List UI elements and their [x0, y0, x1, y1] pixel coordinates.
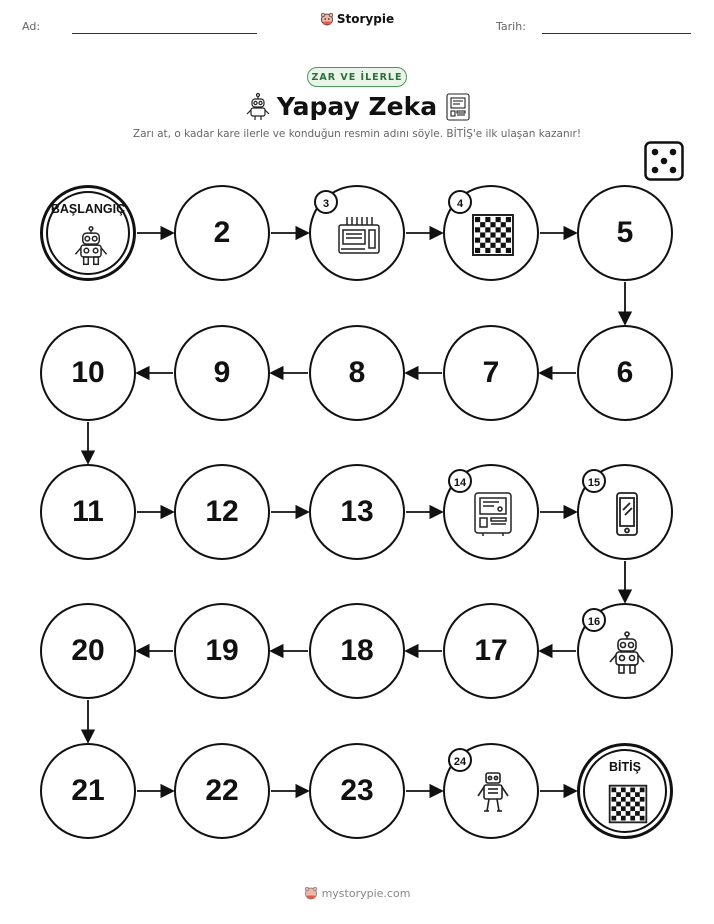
board-space[interactable]: [174, 464, 270, 560]
space-number: 9: [213, 356, 231, 389]
space-number: 11: [72, 495, 104, 528]
circuit-board-icon: [469, 490, 517, 538]
board-space[interactable]: [577, 325, 673, 421]
board-space[interactable]: [443, 603, 539, 699]
computer-machine-icon: [335, 211, 383, 259]
board-space[interactable]: [40, 743, 136, 839]
space-number: 12: [205, 495, 239, 528]
space-number: 17: [474, 634, 508, 667]
board-space[interactable]: [40, 464, 136, 560]
footer: [0, 886, 714, 900]
start-label: BAŞLANGIÇ: [50, 202, 126, 216]
footer-site: mystorypie.com: [321, 887, 411, 900]
page-title: Yapay Zeka: [276, 92, 438, 121]
finish-label: BİTİŞ: [609, 760, 641, 774]
space-number-badge: 14: [448, 469, 472, 493]
space-number-badge: 16: [582, 608, 606, 632]
board-space[interactable]: [309, 464, 405, 560]
space-number: 2: [213, 216, 231, 249]
space-number: 21: [71, 774, 105, 807]
start-space[interactable]: [40, 185, 136, 281]
space-number: 13: [340, 495, 374, 528]
space-number: 23: [340, 774, 374, 807]
board-space[interactable]: [174, 325, 270, 421]
space-number-badge: 24: [448, 748, 472, 772]
board-space[interactable]: [40, 603, 136, 699]
board-space[interactable]: [174, 603, 270, 699]
name-label: Ad:: [22, 20, 41, 33]
board-space[interactable]: [443, 185, 539, 281]
finish-space[interactable]: [577, 743, 673, 839]
small-robot-icon: [469, 769, 517, 817]
space-number: 19: [205, 634, 239, 667]
space-number: 8: [348, 356, 366, 389]
board-space[interactable]: [577, 185, 673, 281]
instructions: Zarı at, o kadar kare ilerle ve konduğun resmin adını söyle. BİTİŞ'e ilk ulaşan kazanır!: [132, 128, 582, 140]
date-label: Tarih:: [496, 20, 526, 33]
space-number: 18: [340, 634, 374, 667]
robot-icon: [69, 224, 113, 268]
chessboard-icon: [469, 211, 517, 259]
space-number: 7: [482, 356, 500, 389]
board-space[interactable]: [309, 325, 405, 421]
board-space[interactable]: [309, 185, 405, 281]
storypie-logo-icon: [304, 886, 318, 900]
brand-name: Storypie: [336, 12, 395, 26]
board-space[interactable]: [174, 743, 270, 839]
space-number-badge: 4: [448, 190, 472, 214]
board-space[interactable]: [40, 325, 136, 421]
space-number-badge: 3: [314, 190, 338, 214]
board-space[interactable]: [443, 464, 539, 560]
space-number-badge: 15: [582, 469, 606, 493]
space-number: 5: [616, 216, 634, 249]
board-space[interactable]: [577, 603, 673, 699]
board-space[interactable]: [309, 603, 405, 699]
space-number: 10: [71, 356, 105, 389]
space-number: 22: [205, 774, 239, 807]
board-space[interactable]: [174, 185, 270, 281]
space-number: 20: [71, 634, 105, 667]
board-space[interactable]: [309, 743, 405, 839]
board-space[interactable]: [443, 743, 539, 839]
board-space[interactable]: [577, 464, 673, 560]
smartphone-icon: [603, 490, 651, 538]
space-number: 6: [616, 356, 634, 389]
activity-badge: ZAR VE İLERLE: [307, 67, 407, 87]
board-space[interactable]: [443, 325, 539, 421]
robot-icon: [603, 629, 651, 677]
chessboard-icon: [606, 782, 650, 826]
